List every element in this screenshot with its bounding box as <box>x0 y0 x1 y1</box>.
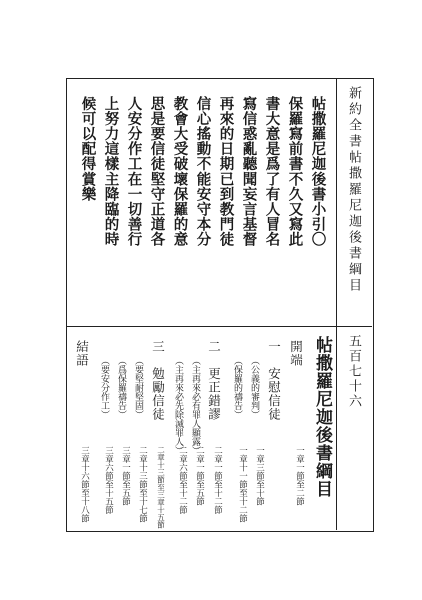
intro-line: 上努力這樣主降臨的時 <box>102 96 120 247</box>
outline-item-label: （主再來必先除滅罪人） <box>173 356 183 455</box>
intro-line: 保羅寫前書不久又寫此 <box>286 96 304 247</box>
intro-line: 人安分作工在一切善行 <box>125 96 143 247</box>
intro-title: 帖撒羅尼迦後書小引〇 <box>309 96 327 247</box>
margin-book-title: 新約全書 <box>346 86 361 150</box>
outline-item-ref: 三章一節至五節 <box>120 446 131 506</box>
intro-line: 教會大受破壞保羅的意 <box>171 96 189 247</box>
outline-section-heading: 三 勉勵信徒 <box>150 340 166 421</box>
outline-section-ref: 二章一節至十二節 <box>212 446 223 514</box>
outline-opening-ref: 一章一節至二節 <box>294 446 305 506</box>
intro-line: 候可以配得賞樂 <box>79 96 97 202</box>
intro-line: 再來的日期已到教門徒 <box>217 96 235 247</box>
section-divider <box>66 326 336 327</box>
outline-item-ref: 二章六節至十二節 <box>177 446 188 514</box>
outline-item-label: （要安分作工） <box>99 356 109 419</box>
margin-rule <box>336 78 337 530</box>
outline-item-ref: 一章十一節至十二節 <box>237 446 248 523</box>
intro-line: 思是要信徒堅守正道各 <box>148 96 166 247</box>
outline-closing-label: 結語 <box>74 340 90 367</box>
intro-line: 書大意是爲了有人冒名 <box>263 96 281 247</box>
margin-section-title: 帖撒羅尼迦後書綱目 <box>346 150 361 294</box>
outline-section-heading: 二 更正錯謬 <box>206 340 222 421</box>
outline-item-ref: 三章六節至十五節 <box>103 446 114 514</box>
outline-item-label: （保羅的禱告） <box>232 356 242 419</box>
intro-line: 寫信惑亂聽聞妄言基督 <box>240 96 258 247</box>
margin-corner-rule <box>336 326 372 327</box>
outline-section-ref: 二章十三節至三章十五節 <box>156 446 166 529</box>
outline-section-heading: 一 安慰信徒 <box>266 340 282 421</box>
outline-closing-ref: 三章十六節至十八節 <box>79 446 90 523</box>
outline-item-label: （公義的審判） <box>249 356 259 419</box>
outline-item-ref: 一章三節至十節 <box>254 446 265 506</box>
outline-item-label: （主再來必有罪人顯露） <box>190 356 200 455</box>
outline-title: 帖撒羅尼迦後書綱目 <box>312 336 332 498</box>
page-number: 五百七十六 <box>346 334 361 409</box>
outline-item-ref: 二章一節至五節 <box>194 446 205 506</box>
intro-line: 信心搖動不能安守本分 <box>194 96 212 247</box>
outline-item-ref: 二章十三節至十七節 <box>137 446 148 523</box>
outline-opening-label: 開端 <box>288 340 304 367</box>
outline-item-label: （要堅耐堅固） <box>133 356 143 419</box>
outline-item-label: （爲保羅禱告） <box>116 356 126 419</box>
